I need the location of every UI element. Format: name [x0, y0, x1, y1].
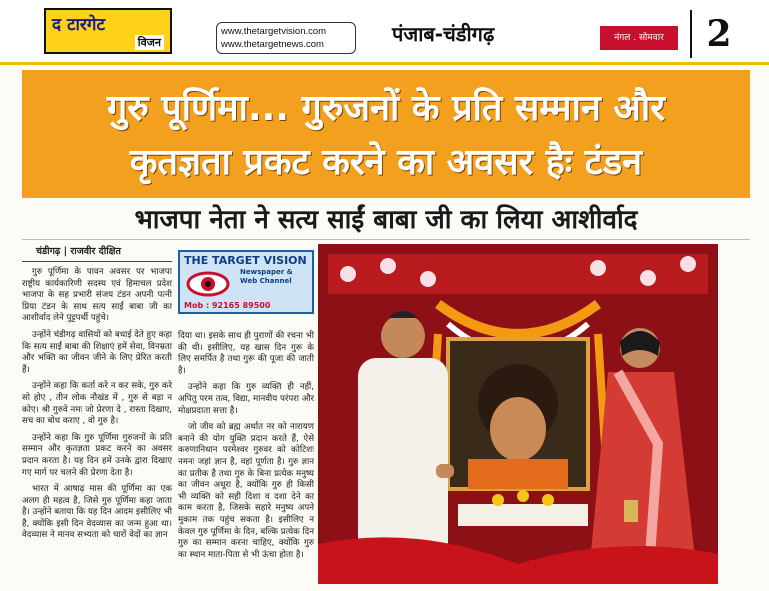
- headline-banner: [22, 70, 750, 198]
- framed-portrait: [448, 339, 588, 489]
- advertisement: [178, 250, 314, 314]
- logo-subtitle: विजन: [135, 35, 164, 50]
- page-number: 2: [690, 10, 746, 58]
- paragraph: जो जीव को ब्रह्म अर्थात नर को नारायण बनाने की योग युक्ति प्रदान करते हैं, ऐसे करुणानिधान परमेश्वर गुरुवर को कोटिशः नमनः जहां ज्ञान है, वहां पूर्णता है। गुरु ज्ञान का प्रतीक है तथा गुरु के बिना प्रत्येक मनुष्य का जीवन अधूरा है, क्योंकि गुरु ही किसी भी व्यक्ति को सही दिशा व दशा देने का काम करता है, जिसके सहारे मनुष्य अपने मुकाम तक पहुंच सकता है। इसीलिए न केवल गुरु पूर्णिमा के दिन, बल्कि प्रत्येक दिन गुरु का सम्मान करना चाहिए, क्योंकि गुरु का स्थान माता-पिता से भी ऊंचा होता है।: [178, 422, 315, 560]
- paragraph: भारत में आषाढ़ मास की पूर्णिमा का एक अलग ही महत्व है, जिसे गुरु पूर्णिमा कहा जाता है। उन्होंने बताया कि यह दिन आदम इसीलिए भी है, क्योंकि इसी दिन वेदव्यास का जन्म हुआ था। वेदव्यास ने मानव सभ्यता को चारों वेदों का ज्ञान: [22, 484, 172, 541]
- paragraph: दिया था। इसके साथ ही पुराणों की रचना भी की थी। इसीलिए, यह खास दिन गुरू के लिए समर्पित है तथा गुरू की पूजा की जाती है।: [178, 331, 314, 376]
- ad-mobile: Mob : 92165 89500: [184, 301, 271, 310]
- url-vision: www.thetargetvision.com: [221, 26, 327, 37]
- news-photo: [318, 244, 718, 584]
- headline-line-1: गुरु पूर्णिमा... गुरुजनों के प्रति सम्मान और: [107, 88, 665, 129]
- section-title: पंजाब-चंडीगढ़: [392, 22, 495, 46]
- headline-line-2: कृतज्ञता प्रकट करने का अवसर हैः टंडन: [129, 142, 643, 183]
- header-rule: [0, 62, 769, 65]
- article-column-middle: [178, 326, 314, 586]
- subheadline: भाजपा नेता ने सत्य साईं बाबा जी का लिया आशीर्वाद: [22, 200, 750, 240]
- byline: चंडीगढ़ | राजवीर दीक्षित: [22, 244, 172, 262]
- paragraph: उन्होंने कहा कि गुरु पूर्णिमा गुरुजनों के प्रति सम्मान और कृतज्ञता प्रकट करने का अवसर प्रदान करता है। यह दिन हमें उनके द्वारा दिखाए गए मार्ग पर चलने की प्रेरणा देता है।: [22, 432, 172, 478]
- paragraph: उन्होंने कहा कि गुरु व्यक्ति ही नहीं, अपितु परम तत्व, विद्या, मानवीय परंपरा और मोक्षप्रदाता सत्ता है।: [178, 382, 315, 416]
- dateline: नंगल . सोमवार: [600, 26, 678, 50]
- paragraph: उन्होंने कहा कि कर्ता करे न कर सके, गुरु करे सो होए , तीन लोक नौखंड में , गुरु से बड़ा न कोए। श्री गुरुवे नमः जो प्रेरणा दे , रास्ता दिखाए, सच का बोध कराए , वो गुरु है।: [22, 381, 172, 427]
- eye-icon: [186, 270, 230, 298]
- ad-title: THE TARGET VISION: [184, 254, 307, 267]
- ad-side-text: Newspaper & Web Channel: [240, 268, 293, 285]
- altar-table: [458, 504, 588, 526]
- url-news: www.thetargetnews.com: [221, 39, 324, 50]
- photo-illustration: [318, 244, 718, 584]
- paragraph: गुरु पूर्णिमा के पावन अवसर पर भाजपा राष्ट्रीय कार्यकारिणी सदस्य एवं हिमाचल प्रदेश भाजपा के सह प्रभारी संजय टंडन अपनी पत्नी प्रिया टंडन के साथ सत्य साईं बाबा जी का आशीर्वाद लेने पुट्टपर्थी पहुंचे।: [22, 267, 172, 324]
- logo-title: द टारगेट: [52, 15, 106, 35]
- paragraph: उन्होंने चंडीगढ़ वासियों को बधाई देते हुए कहा कि सत्य साईं बाबा की शिक्षाएं हमें सेवा, विनम्रता और भक्ति का जीवन जीने के लिए प्रेरित करती हैं।: [22, 329, 172, 375]
- newspaper-logo: [44, 8, 172, 54]
- masthead: [0, 0, 769, 64]
- article-column-left: [22, 244, 172, 584]
- website-urls: [216, 22, 356, 54]
